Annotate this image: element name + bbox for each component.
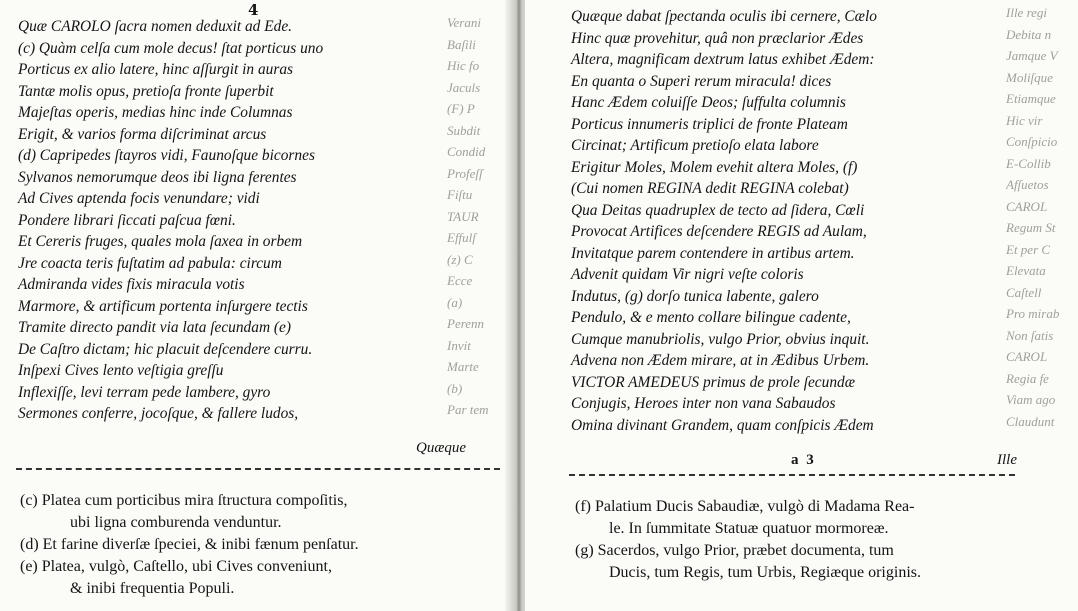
verse-line: Erigit, & varios forma diſcriminat arcus (18, 125, 267, 143)
bleed-line: Pro mirab (1006, 306, 1060, 321)
bleed-line: TAUR (447, 208, 479, 224)
bleed-line: Viam ago (1006, 392, 1056, 407)
verse-line: Advena non Ædem mirare, at in Ædibus Urbem. (571, 352, 870, 369)
footnotes-right (575, 496, 1015, 584)
verse-line: Pondere librari ſiccati paſcua fœni. (18, 211, 236, 229)
bleed-line: Perenn (447, 316, 485, 331)
bleed-line: Et per C (1006, 241, 1051, 257)
verse-line: Altera, magnificam dextrum latus exhibet Ædem: (571, 51, 875, 68)
verse-line: VICTOR AMEDEUS primus de prole ſecundæ (571, 373, 855, 391)
verse-line: Tantæ molis opus, pretioſa fronte ſuperbit (18, 82, 274, 100)
verse-line: Omina divinant Grandem, quam conſpicis Ædem (571, 416, 874, 434)
bleed-line: Condid (447, 144, 486, 159)
verse-line: Conjugis, Heroes inter non vana Sabaudos (571, 395, 836, 412)
bleed-line: Hic fo (447, 58, 480, 73)
verse-line: Sermones conferre, jocoſque, & fallere ludos, (18, 405, 299, 422)
verse-line: Erigitur Moles, Molem evehit altera Moles, (f) (571, 158, 858, 176)
bleed-line: Profeſſ (447, 165, 483, 181)
verse-line: Provocat Artifices deſcendere REGIS ad Aulam, (571, 223, 867, 240)
footnote-line: (g) Sacerdos, vulgo Prior, præbet documenta, tum (575, 542, 894, 559)
bleed-line: Elevata (1006, 263, 1046, 278)
verse-block-left (18, 16, 488, 425)
verse-line: De Caſtro dictam; hic placuit deſcendere curru. (18, 340, 313, 358)
bleed-line: Hic vir (1006, 112, 1043, 128)
bleed-through-text-left (447, 0, 505, 611)
verse-line: Marmore, & artificum portenta inſurgere tectis (18, 297, 308, 315)
bleed-line: E-Collib (1006, 155, 1051, 171)
verse-line: Ad Cives aptenda focis venundare; vidi (18, 190, 260, 207)
bleed-line: Par tem (447, 402, 489, 417)
verse-line: Invitatque parem contendere in artibus artem. (571, 244, 855, 262)
bleed-line: (a) (447, 294, 463, 310)
left-page (0, 0, 513, 611)
verse-line: Tramite directo pandit via lata ſecundam (e) (18, 319, 291, 336)
bleed-through-text-right (1006, 0, 1078, 611)
footnote-line: & inibi frequentia Populi. (70, 580, 235, 597)
bleed-line: Claudunt (1006, 413, 1055, 429)
footnote-line: (d) Et farine diverſæ ſpeciei, & inibi fænum penſatur. (20, 536, 359, 553)
verse-line: Circinat; Artificum pretioſo elata labore (571, 137, 819, 154)
footnote-rule (16, 468, 500, 470)
verse-line: Quæque dabat ſpectanda oculis ibi cernere, Cælo (571, 8, 877, 25)
page-number: 4 (248, 1, 259, 19)
bleed-line: Etiamque (1006, 91, 1056, 106)
catchword: Ille (997, 452, 1017, 468)
footnote-line: (e) Platea, vulgò, Caſtello, ubi Cives conveniunt, (20, 558, 332, 575)
footnote-line: Ducis, tum Regis, tum Urbis, Regiæque originis. (609, 564, 921, 581)
verse-line: Porticus ex alio latere, hinc aſſurgit in auras (18, 61, 294, 78)
bleed-line: Jamque V (1006, 48, 1058, 63)
verse-line: Cumque manubriolis, vulgo Prior, obvius inquit. (571, 330, 870, 348)
verse-line: Inflexiſſe, levi terram pede lambere, gyro (18, 383, 271, 401)
bleed-line: Jaculs (447, 79, 481, 95)
footnote-line: (c) Platea cum porticibus mira ſtructura compoſitis, (20, 492, 348, 509)
footnote-line: ubi ligna comburenda venduntur. (70, 514, 282, 531)
verse-line: Indutus, (g) dorſo tunica labente, galero (571, 287, 819, 305)
verse-line: Et Cereris fruges, quales mola ſaxea in orbem (18, 233, 303, 250)
bleed-line: Regia fe (1006, 370, 1049, 386)
verse-line: (Cui nomen REGINA dedit REGINA colebat) (571, 180, 849, 197)
bleed-line: (z) C (447, 251, 473, 267)
bleed-line: Caſtell (1006, 284, 1042, 300)
right-page (525, 0, 1078, 611)
verse-line: Qua Deitas quadruplex de tecto ad ſidera, Cœli (571, 201, 865, 219)
bleed-line: Afſuetos (1006, 177, 1049, 192)
bleed-line: Moliſque (1006, 69, 1053, 85)
bleed-line: (b) (447, 380, 463, 396)
verse-line: Jre coacta teris fuſtatim ad pabula: circum (18, 254, 282, 272)
verse-block-right (571, 6, 1001, 436)
bleed-line: Ille regi (1006, 5, 1048, 20)
footnote-line: le. In ſummitate Statuæ quatuor mormoreæ. (609, 520, 889, 537)
bleed-line: (F) P (447, 101, 475, 116)
verse-line: Hinc quæ provehitur, quâ non præclarior Ædes (571, 29, 864, 47)
verse-line: En quanta o Superi rerum miracula! dices (571, 72, 832, 90)
bleed-line: Regum St (1006, 220, 1056, 235)
verse-line: (d) Capripedes ſtayros vidi, Faunoſque bicornes (18, 147, 315, 164)
bleed-line: Debita n (1006, 26, 1052, 42)
signature-mark: a 3 (791, 452, 816, 468)
bleed-line: Conſpicio (1006, 134, 1058, 149)
footnotes-left (20, 490, 500, 600)
catchword: Quæque (416, 440, 466, 456)
verse-line: Hanc Ædem coluiſſe Deos; ſuffulta columnis (571, 94, 846, 111)
verse-line: Advenit quidam Vir nigri veſte coloris (571, 266, 804, 283)
verse-line: Admiranda vides fixis miracula votis (18, 276, 245, 293)
bleed-line: Fiſtu (447, 187, 473, 202)
verse-line: Sylvanos nemorumque deos ibi ligna ferentes (18, 168, 297, 186)
bleed-line: Verani (447, 15, 481, 30)
bleed-line: CAROL (1006, 349, 1048, 364)
verse-line: (c) Quàm celſa cum mole decus! ſtat porticus uno (18, 39, 324, 57)
verse-line: Porticus innumeris triplici de fronte Plateam (571, 115, 848, 133)
footnote-line: (f) Palatium Ducis Sabaudiæ, vulgò di Madama Rea- (575, 498, 915, 515)
verse-line: Majeſtas operis, medias hinc inde Columnas (18, 104, 293, 121)
bleed-line: Non ſatis (1006, 327, 1054, 343)
bleed-line: Effulſ (447, 230, 476, 245)
bleed-line: Ecce (447, 273, 473, 288)
footnote-rule (569, 474, 1015, 476)
bleed-line: Invit (447, 337, 471, 353)
verse-line: Quæ CAROLO ſacra nomen deduxit ad Ede. (18, 18, 293, 35)
verse-line: Pendulo, & e mento collare bilingue cadente, (571, 309, 851, 326)
verse-line: Inſpexi Cives lento veſtigia greſſu (18, 362, 224, 379)
bleed-line: Marte (447, 359, 479, 374)
bleed-line: Baſili (447, 36, 476, 52)
bleed-line: CAROL (1006, 198, 1048, 214)
bleed-line: Subdit (447, 122, 481, 138)
